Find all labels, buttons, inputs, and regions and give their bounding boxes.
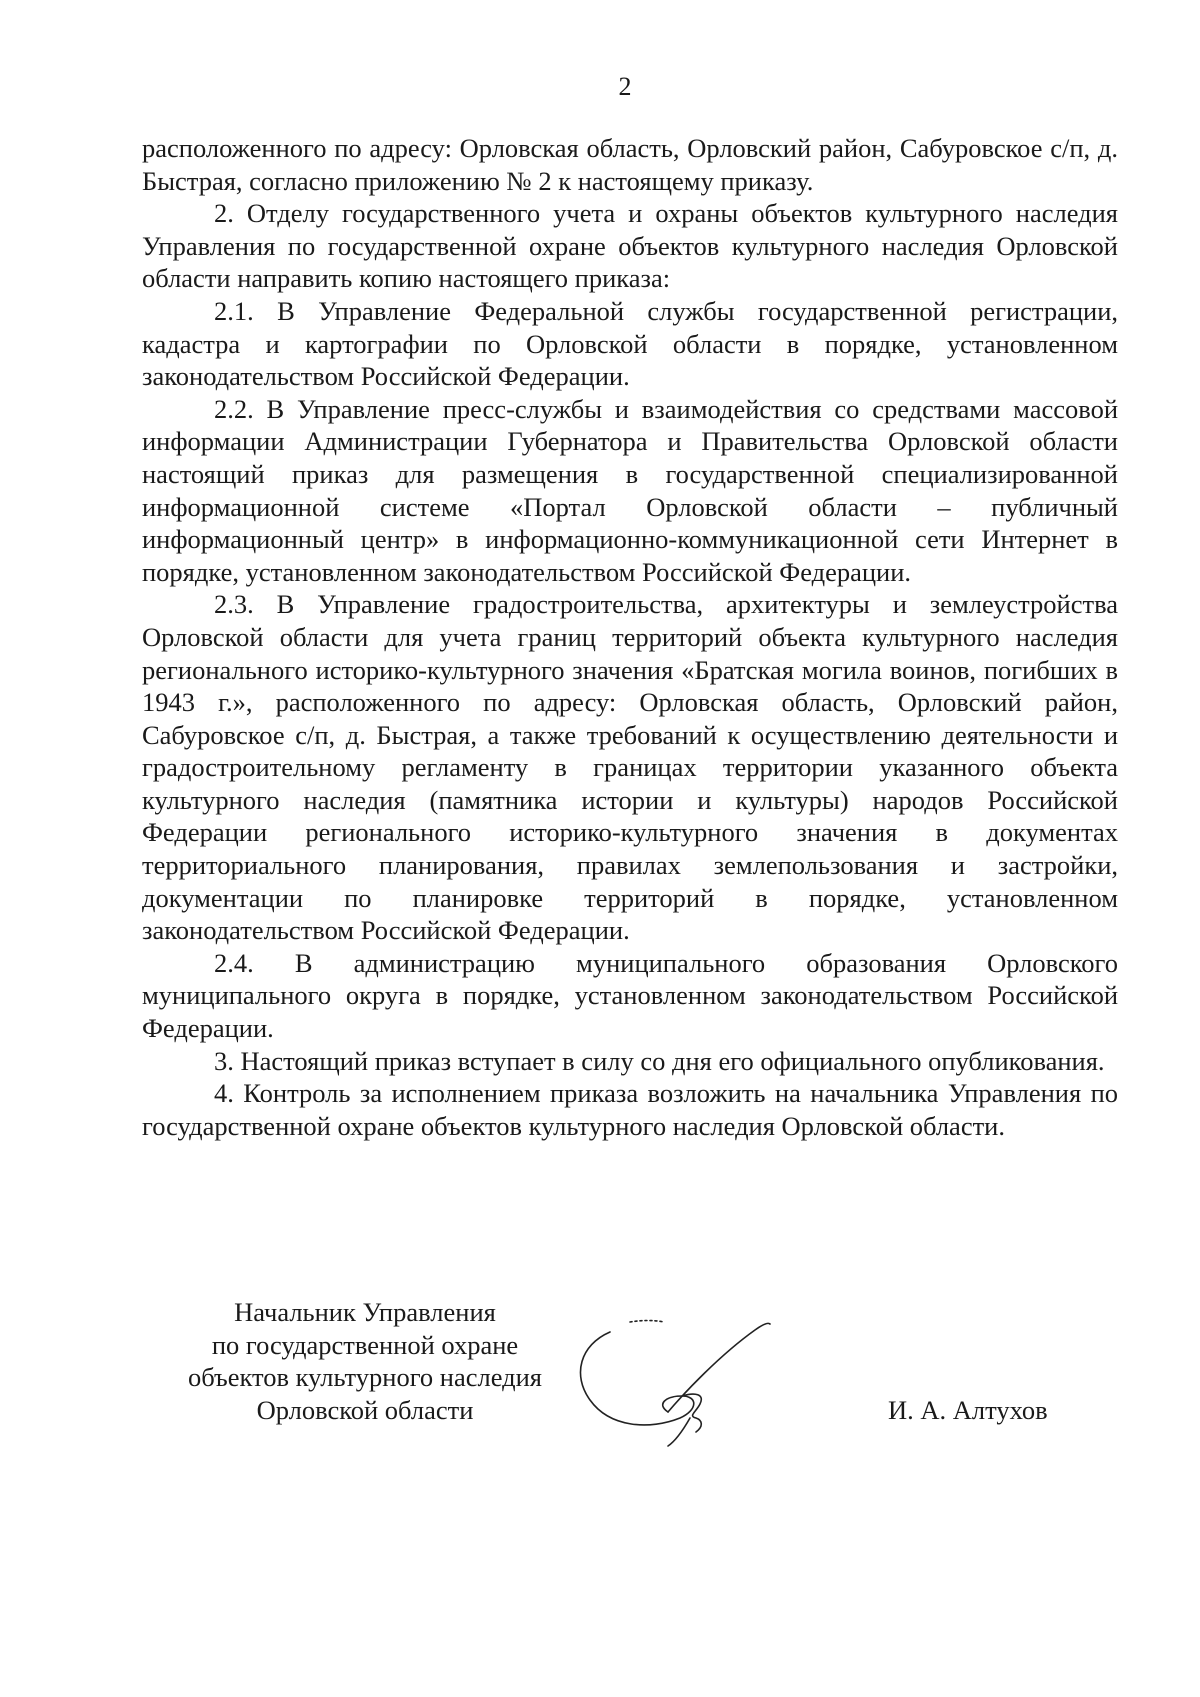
paragraph-item-2-2: 2.2. В Управление пресс-службы и взаимодействия со средствами массовой информации Администрации Губернатора и Правительства Орловской области настоящий приказ для размещения в государственной специализированной информационной системе «Портал Орловской области – публичный информационный центр» в информационно-коммуникационной сети Интернет в порядке, установленном законодательством Российской Федерации.	[142, 393, 1118, 587]
position-line: объектов культурного наследия	[187, 1362, 542, 1393]
document-body	[142, 132, 1118, 1142]
paragraph-continuation: расположенного по адресу: Орловская область, Орловский район, Сабуровское с/п, д. Быстрая, согласно приложению № 2 к настоящему приказу.	[142, 133, 1118, 196]
signer-name: И. А. Алтухов	[888, 1395, 1048, 1425]
paragraph-item-2: 2. Отделу государственного учета и охраны объектов культурного наследия Управления по государственной охране объектов культурного наследия Орловской области направить копию настоящего приказа:	[142, 198, 1118, 294]
position-line: Орловской области	[256, 1394, 474, 1425]
paragraph-item-2-4: 2.4. В администрацию муниципального образования Орловского муниципального округа в порядке, установленном законодательством Российской Федерации.	[142, 947, 1118, 1044]
position-line: по государственной охране	[211, 1329, 519, 1360]
position-line: Начальник Управления	[234, 1297, 496, 1327]
paragraph-item-2-3: 2.3. В Управление градостроительства, архитектуры и землеустройства Орловской области для учета границ территорий объекта культурного наследия регионального историко-культурного значения «Братская могила воинов, погибших в 1943 г.», расположенного по адресу: Орловская область, Орловский район, Сабуровское с/п, д. Быстрая, а также требований к осуществлению деятельности и градостроительному регламенту в границах территории указанного объекта культурного наследия (памятника истории и культуры) народов Российской Федерации регионального историко-культурного значения в документах территориального планирования, правилах землепользования и застройки, документации по планировке территорий в порядке, установленном законодательством Российской Федерации.	[142, 589, 1118, 946]
page-number: 2	[618, 72, 632, 101]
paragraph-item-3: 3. Настоящий приказ вступает в силу со дня его официального опубликования.	[214, 1045, 1105, 1076]
paragraph-item-4: 4. Контроль за исполнением приказа возложить на начальника Управления по государственной охране объектов культурного наследия Орловской области.	[142, 1078, 1118, 1141]
signatory-position	[150, 1296, 580, 1426]
handwritten-signature	[570, 1300, 800, 1450]
paragraph-item-2-1: 2.1. В Управление Федеральной службы государственной регистрации, кадастра и картографии по Орловской области в порядке, установленном законодательством Российской Федерации.	[142, 295, 1118, 392]
